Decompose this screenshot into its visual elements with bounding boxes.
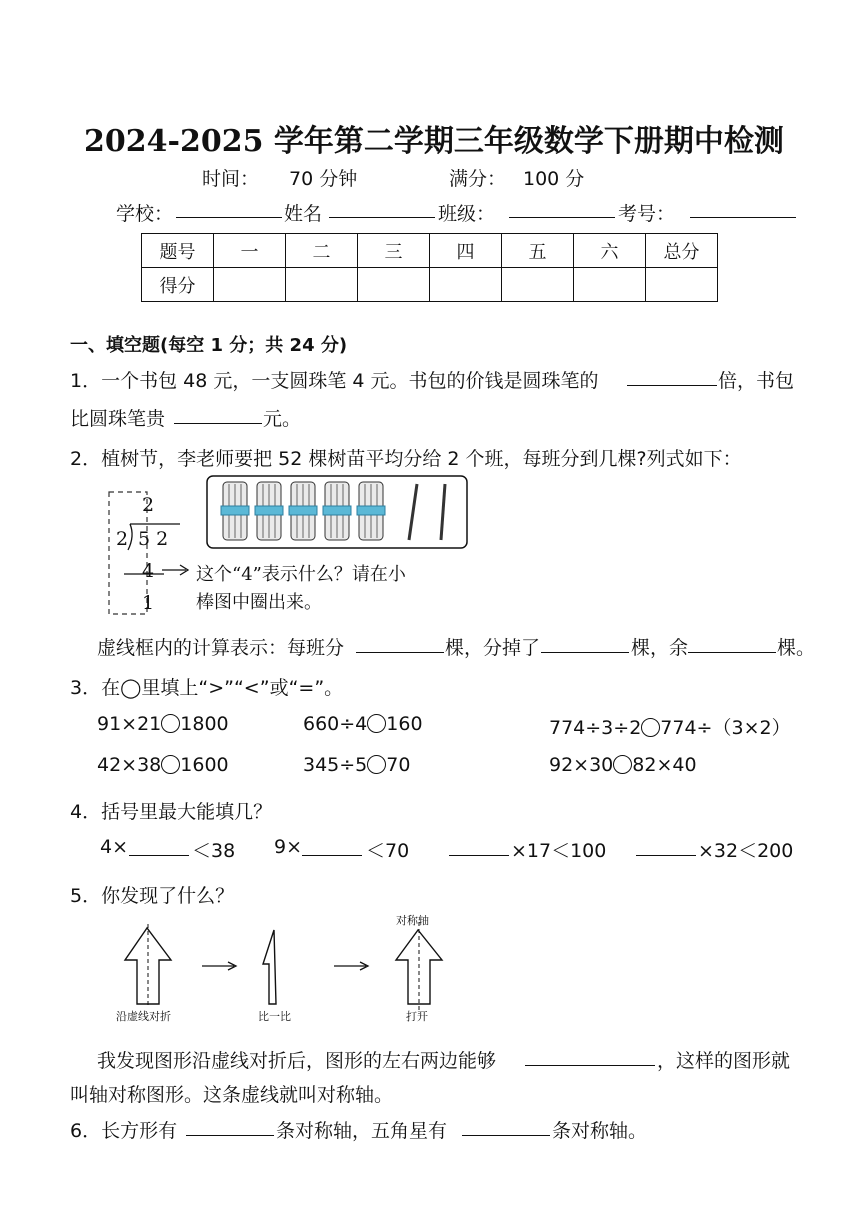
header-cell: 五 [502,234,574,268]
q3-r1-item3 [549,713,791,740]
q5-ans-c: 叫轴对称图形。这条虚线就叫对称轴。 [70,1084,394,1106]
sticks-picture [205,474,469,550]
score-cell[interactable] [430,268,502,302]
score-cell[interactable] [502,268,574,302]
expr: 1600 [180,754,229,776]
q4-blank-2[interactable] [302,837,362,856]
score-cell[interactable] [574,268,646,302]
div-product: 4 [142,560,155,582]
q5-text: 5．你发现了什么？ [70,885,235,907]
compare-circle[interactable] [367,714,386,733]
compare-circle[interactable] [161,714,180,733]
q1-text-d: 元。 [263,408,302,430]
name-field[interactable] [329,199,435,218]
compare-circle[interactable] [161,755,180,774]
header-cell: 题号 [142,234,214,268]
q2-blank-2[interactable] [541,634,629,653]
q4-blank-3[interactable] [449,837,509,856]
expr: 160 [386,713,423,735]
q3-r2-item3 [549,754,697,776]
time-value: 70 分钟 [289,168,358,190]
expr: 70 [386,754,411,776]
row-label: 得分 [142,268,214,302]
expr: 774÷（3×2） [660,717,791,739]
q4-item1-a: 4× [100,836,129,858]
axis-label: 对称轴 [396,914,429,927]
q4-item4: ×32＜200 [698,840,794,862]
exam-no-field[interactable] [690,199,796,218]
q4-item1-b: ＜38 [192,840,236,862]
arrow-fold-figure [110,920,450,1015]
expr: 660÷4 [303,713,368,735]
q6-text-b: 条对称轴，五角星有 [276,1120,448,1142]
div-remainder: 1 [142,592,155,614]
header-cell: 总分 [646,234,718,268]
q2-blank-3[interactable] [688,634,776,653]
div-divisor: 2 [116,528,129,550]
q3-r2-item1 [97,754,229,776]
q1-text-c: 比圆珠笔贵 [70,408,166,430]
q1-text-a: 1．一个书包 48 元，一支圆珠笔 4 元。书包的价钱是圆珠笔的 [70,370,599,392]
stick-bundle [221,482,385,540]
div-hint-2: 棒图中圈出来。 [196,592,322,613]
q3-text: 3．在◯里填上“>”“<”或“=”。 [70,677,344,699]
q6-text-a: 6．长方形有 [70,1120,178,1142]
q1-text-b: 倍，书包 [718,370,795,392]
compare-circle[interactable] [641,718,660,737]
expr: 82×40 [632,754,697,776]
expr: 345÷5 [303,754,368,776]
q4-item2-a: 9× [274,836,303,858]
score-cell[interactable] [358,268,430,302]
q2-blank-1[interactable] [356,634,444,653]
fold-label-1: 沿虚线对折 [116,1010,171,1023]
expr: 92×30 [549,754,614,776]
time-label: 时间： [202,168,260,190]
q1-blank-2[interactable] [174,405,262,424]
div-dividend: 5 2 [138,528,169,550]
header-cell: 二 [286,234,358,268]
compare-circle[interactable] [613,755,632,774]
exam-no-label: 考号： [618,203,676,225]
school-field[interactable] [176,199,282,218]
compare-circle[interactable] [367,755,386,774]
score-label: 满分： [449,168,507,190]
q5-ans-b: ，这样的图形就 [657,1050,791,1072]
page-title: 2024-2025 学年第二学期三年级数学下册期中检测 [84,124,784,159]
header-cell: 四 [430,234,502,268]
expr: 1800 [180,713,229,735]
q3-r1-item2 [303,713,423,735]
score-table-row [142,268,718,302]
div-hint-1: 这个“4”表示什么？请在小 [196,564,406,585]
score-cell[interactable] [646,268,718,302]
q4-item2-b: ＜70 [366,840,410,862]
q3-r1-item1 [97,713,229,735]
arrow-icon [160,562,192,578]
school-label: 学校： [116,203,174,225]
q4-blank-4[interactable] [636,837,696,856]
q2-text: 2．植树节，李老师要把 52 棵树苗平均分给 2 个班，每班分到几棵?列式如下： [70,448,742,470]
class-label: 班级： [438,203,496,225]
q5-ans-a: 我发现图形沿虚线对折后，图形的左右两边能够 [97,1050,497,1072]
q2-ans-a: 虚线框内的计算表示：每班分 [97,637,345,659]
expr: 91×21 [97,713,162,735]
q2-ans-d: 棵。 [777,637,816,659]
q3-r2-item2 [303,754,410,776]
section-1-title: 一、填空题(每空 1 分；共 24 分) [70,335,348,356]
q4-text: 4．括号里最大能填几？ [70,801,273,823]
q6-blank-2[interactable] [462,1117,550,1136]
header-cell: 三 [358,234,430,268]
score-cell[interactable] [286,268,358,302]
q1-blank-1[interactable] [627,367,717,386]
score-table-header [142,234,718,268]
q4-blank-1[interactable] [129,837,189,856]
q2-ans-b: 棵，分掉了 [445,637,541,659]
expr: 42×38 [97,754,162,776]
fold-label-2: 比一比 [258,1010,291,1023]
q6-blank-1[interactable] [186,1117,274,1136]
q4-item3: ×17＜100 [511,840,607,862]
q6-text-c: 条对称轴。 [552,1120,648,1142]
score-value: 100 分 [523,168,585,190]
div-quotient: 2 [142,494,155,516]
expr: 774÷3÷2 [549,717,642,739]
header-cell: 一 [214,234,286,268]
q2-ans-c: 棵，余 [631,637,689,659]
class-field[interactable] [509,199,615,218]
score-cell[interactable] [214,268,286,302]
score-table [141,233,718,302]
header-cell: 六 [574,234,646,268]
name-label: 姓名 [284,203,323,225]
fold-label-3: 打开 [406,1010,428,1023]
q5-blank[interactable] [525,1047,655,1066]
